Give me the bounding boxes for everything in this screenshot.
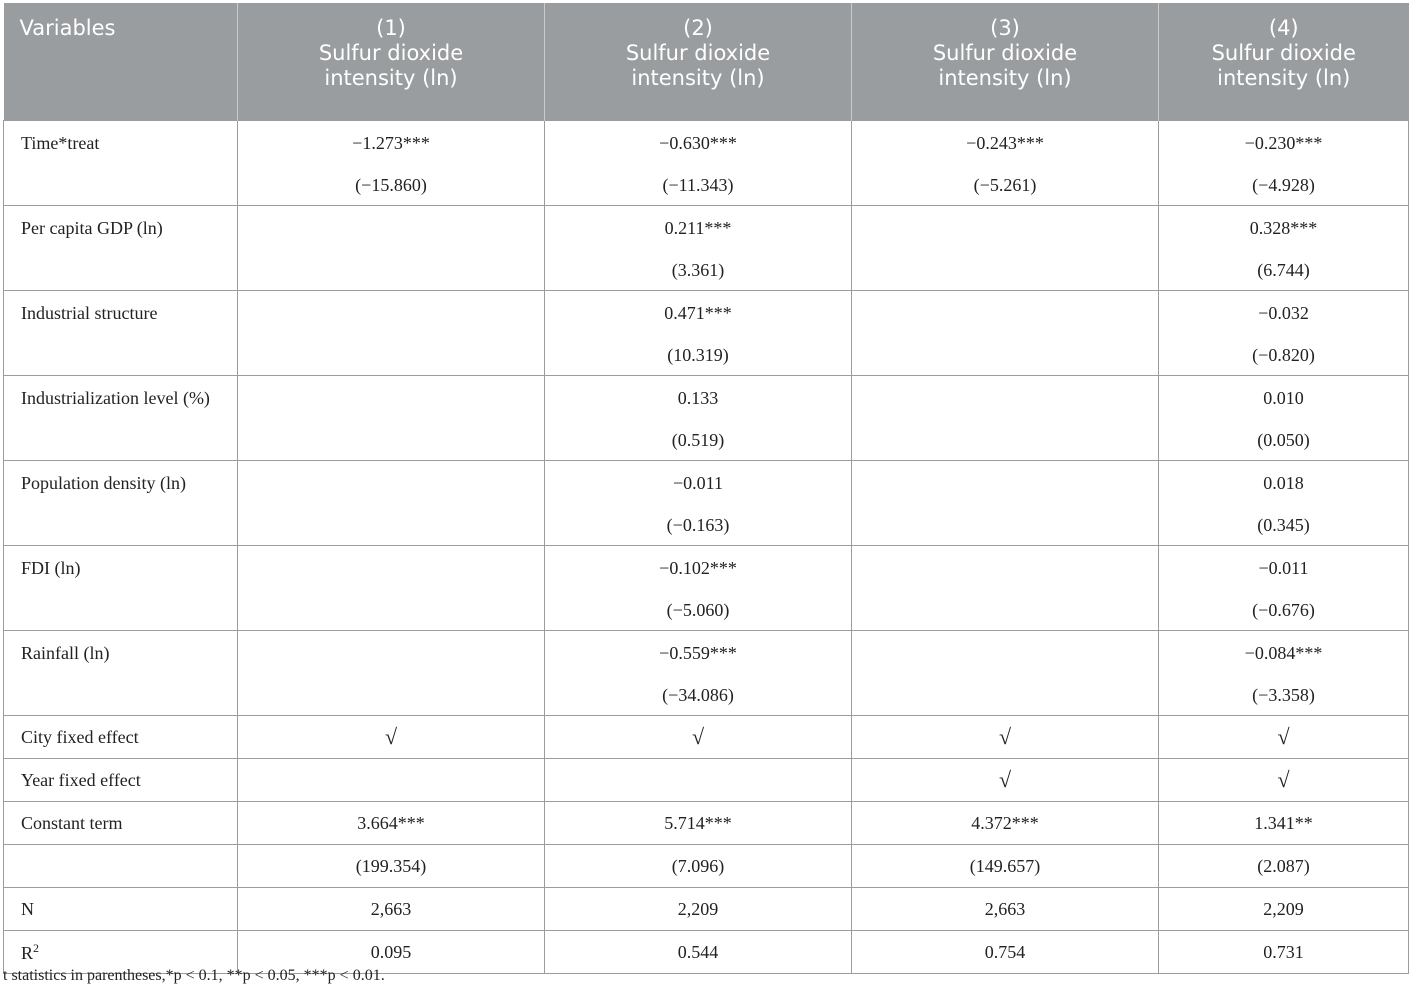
data-cell xyxy=(1159,206,1409,291)
row-label-cell xyxy=(4,631,238,716)
data-cell xyxy=(852,376,1159,461)
coefficient: 0.133 xyxy=(677,388,719,408)
coefficient: 0.010 xyxy=(1263,388,1304,408)
coefficient xyxy=(238,302,544,324)
t-statistic xyxy=(238,344,544,366)
column-number: (2) xyxy=(683,16,713,40)
coefficient: 5.714*** xyxy=(545,802,852,845)
t-statistic xyxy=(238,684,544,706)
data-cell xyxy=(852,461,1159,546)
table-row xyxy=(4,206,1409,291)
table-footnote: t statistics in parentheses,*p < 0.1, **p < 0.05, ***p < 0.01. xyxy=(3,967,385,984)
coefficient xyxy=(238,217,544,239)
data-cell xyxy=(1159,631,1409,716)
t-statistic xyxy=(238,429,544,451)
data-cell xyxy=(238,291,545,376)
data-cell xyxy=(545,291,852,376)
data-cell xyxy=(545,631,852,716)
data-cell xyxy=(545,461,852,546)
data-cell xyxy=(1159,461,1409,546)
coefficient: 4.372*** xyxy=(852,802,1159,845)
t-statistic xyxy=(852,599,1158,621)
table-body xyxy=(4,121,1409,974)
column-title-line2: intensity (ln) xyxy=(938,66,1072,90)
row-label: Industrial structure xyxy=(21,303,158,323)
coefficient: −0.011 xyxy=(1258,558,1309,578)
superscript: 2 xyxy=(33,940,40,955)
data-cell xyxy=(1159,376,1409,461)
coefficient: 0.211*** xyxy=(664,218,732,238)
t-statistic: (−15.860) xyxy=(355,175,427,195)
data-cell xyxy=(852,546,1159,631)
t-statistic: (−0.676) xyxy=(1252,600,1315,620)
row-label: Population density (ln) xyxy=(21,473,186,493)
regression-table xyxy=(3,3,1409,974)
data-cell xyxy=(1159,121,1409,206)
data-cell xyxy=(852,631,1159,716)
t-statistic: (7.096) xyxy=(545,845,852,888)
coefficient: −0.243*** xyxy=(966,133,1044,153)
coefficient xyxy=(852,217,1158,239)
observation-count: 2,209 xyxy=(1159,888,1409,931)
r-squared-value: 0.731 xyxy=(1159,931,1409,974)
data-cell xyxy=(545,376,852,461)
row-label: Per capita GDP (ln) xyxy=(21,218,163,238)
r-squared-value: 0.095 xyxy=(238,931,545,974)
coefficient xyxy=(852,642,1158,664)
t-statistic xyxy=(238,259,544,281)
t-statistic xyxy=(238,599,544,621)
data-cell xyxy=(238,206,545,291)
coefficient: −0.102*** xyxy=(659,558,737,578)
table-row xyxy=(4,631,1409,716)
data-cell xyxy=(238,631,545,716)
t-statistic: (−5.060) xyxy=(666,600,730,620)
data-cell xyxy=(238,546,545,631)
t-statistic xyxy=(852,514,1158,536)
t-statistic: (−34.086) xyxy=(662,685,734,705)
coefficient: −0.230*** xyxy=(1244,133,1323,153)
coefficient: 0.018 xyxy=(1263,473,1304,493)
data-cell xyxy=(1159,291,1409,376)
table-row xyxy=(4,121,1409,206)
t-statistic: (3.361) xyxy=(671,260,725,280)
t-statistic: (−3.358) xyxy=(1252,685,1315,705)
t-statistic: (0.050) xyxy=(1257,430,1310,450)
column-title-line2: intensity (ln) xyxy=(1217,66,1351,90)
coefficient xyxy=(238,387,544,409)
city-fixed-effect-row xyxy=(4,716,1409,759)
coefficient: 0.328*** xyxy=(1249,218,1318,238)
checkmark-icon: √ xyxy=(852,716,1159,759)
coefficient xyxy=(238,557,544,579)
column-title-line2: intensity (ln) xyxy=(631,66,765,90)
column-number: (4) xyxy=(1268,16,1299,40)
data-cell xyxy=(852,291,1159,376)
row-label: Industrialization level (%) xyxy=(21,388,210,408)
row-label: N xyxy=(4,888,238,931)
table-header xyxy=(4,3,1409,121)
row-label: Rainfall (ln) xyxy=(21,643,110,663)
column-number: (1) xyxy=(376,16,406,40)
t-statistic: (149.657) xyxy=(852,845,1159,888)
constant-t-statistic-row xyxy=(4,845,1409,888)
regression-table-container xyxy=(3,3,1408,974)
row-label xyxy=(4,845,238,888)
year-fixed-effect-row xyxy=(4,759,1409,802)
coefficient xyxy=(852,472,1158,494)
t-statistic xyxy=(852,684,1158,706)
coefficient: 1.341** xyxy=(1159,802,1409,845)
r-squared-value: 0.544 xyxy=(545,931,852,974)
row-label: Constant term xyxy=(4,802,238,845)
t-statistic: (−11.343) xyxy=(662,175,734,195)
coefficient: −0.559*** xyxy=(659,643,737,663)
t-statistic xyxy=(852,259,1158,281)
column-title-line1: Sulfur dioxide xyxy=(932,41,1078,65)
t-statistic: (0.519) xyxy=(671,430,725,450)
data-cell xyxy=(852,121,1159,206)
t-statistic: (0.345) xyxy=(1257,515,1310,535)
row-label: FDI (ln) xyxy=(21,558,81,578)
column-title-line2: intensity (ln) xyxy=(324,66,458,90)
row-label: R xyxy=(21,942,34,963)
coefficient: −0.084*** xyxy=(1244,643,1323,663)
data-cell xyxy=(238,121,545,206)
checkmark-icon xyxy=(238,759,545,802)
row-label-cell xyxy=(4,121,238,206)
observation-count: 2,663 xyxy=(238,888,545,931)
coefficient xyxy=(238,472,544,494)
table-row xyxy=(4,546,1409,631)
header-column-4 xyxy=(1159,3,1409,121)
checkmark-icon xyxy=(545,759,852,802)
coefficient xyxy=(238,642,544,664)
checkmark-icon: √ xyxy=(1159,716,1409,759)
t-statistic xyxy=(852,429,1158,451)
header-variables: Variables xyxy=(4,3,238,121)
t-statistic: (−0.163) xyxy=(666,515,730,535)
data-cell xyxy=(545,206,852,291)
column-title-line1: Sulfur dioxide xyxy=(625,41,771,65)
table-row xyxy=(4,461,1409,546)
t-statistic: (−5.261) xyxy=(973,175,1037,195)
row-label-cell xyxy=(4,546,238,631)
header-column-1 xyxy=(238,3,545,121)
checkmark-icon: √ xyxy=(852,759,1159,802)
coefficient xyxy=(852,557,1158,579)
observation-count: 2,663 xyxy=(852,888,1159,931)
data-cell xyxy=(238,376,545,461)
table-row xyxy=(4,291,1409,376)
data-cell xyxy=(545,121,852,206)
coefficient: −0.630*** xyxy=(659,133,737,153)
t-statistic: (−4.928) xyxy=(1252,175,1315,195)
row-label-cell xyxy=(4,461,238,546)
coefficient: −0.011 xyxy=(673,473,723,493)
t-statistic: (2.087) xyxy=(1159,845,1409,888)
data-cell xyxy=(545,546,852,631)
coefficient: −1.273*** xyxy=(352,133,430,153)
checkmark-icon: √ xyxy=(1159,759,1409,802)
coefficient: 3.664*** xyxy=(238,802,545,845)
row-label-cell xyxy=(4,206,238,291)
table-row xyxy=(4,376,1409,461)
row-label: City fixed effect xyxy=(4,716,238,759)
coefficient: 0.471*** xyxy=(664,303,732,323)
column-title-line1: Sulfur dioxide xyxy=(1211,41,1356,65)
data-cell xyxy=(238,461,545,546)
t-statistic: (199.354) xyxy=(238,845,545,888)
checkmark-icon: √ xyxy=(238,716,545,759)
t-statistic: (6.744) xyxy=(1257,260,1310,280)
t-statistic xyxy=(852,344,1158,366)
row-label: Time*treat xyxy=(21,133,100,153)
coefficient xyxy=(852,302,1158,324)
column-title-line1: Sulfur dioxide xyxy=(318,41,464,65)
column-number: (3) xyxy=(990,16,1020,40)
checkmark-icon: √ xyxy=(545,716,852,759)
row-label: Year fixed effect xyxy=(4,759,238,802)
observation-count: 2,209 xyxy=(545,888,852,931)
row-label-cell xyxy=(4,291,238,376)
constant-term-row xyxy=(4,802,1409,845)
data-cell xyxy=(852,206,1159,291)
t-statistic: (10.319) xyxy=(667,345,729,365)
data-cell xyxy=(1159,546,1409,631)
r-squared-value: 0.754 xyxy=(852,931,1159,974)
coefficient xyxy=(852,387,1158,409)
observations-row xyxy=(4,888,1409,931)
header-column-3 xyxy=(852,3,1159,121)
t-statistic: (−0.820) xyxy=(1252,345,1315,365)
header-column-2 xyxy=(545,3,852,121)
t-statistic xyxy=(238,514,544,536)
row-label-cell xyxy=(4,376,238,461)
coefficient: −0.032 xyxy=(1258,303,1309,323)
